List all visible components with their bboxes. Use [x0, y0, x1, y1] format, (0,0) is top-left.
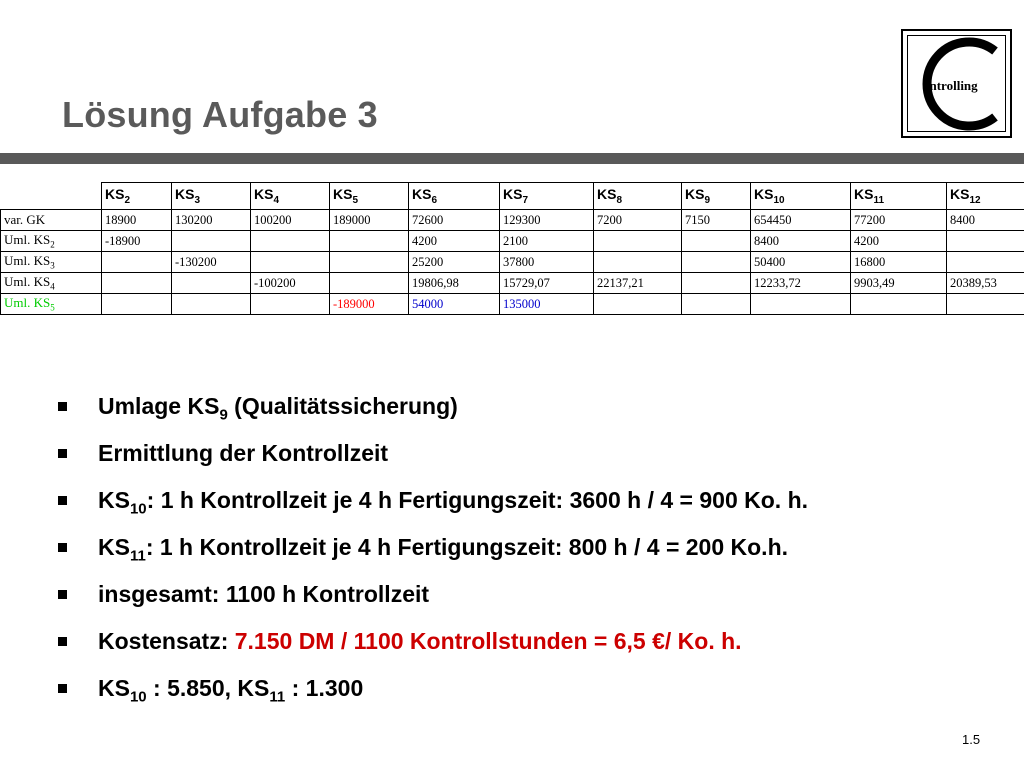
page-number: 1.5 — [962, 732, 981, 747]
row-label: var. GK — [1, 210, 102, 231]
bullet-list — [58, 388, 808, 717]
table-cell: 77200 — [851, 210, 947, 231]
table-cell: -130200 — [172, 252, 251, 273]
table-cell: 129300 — [500, 210, 594, 231]
table-cell: 12233,72 — [751, 273, 851, 294]
row-label: Uml. $KS_5$ — [1, 294, 102, 315]
row-label: Uml. $KS_3$ — [1, 252, 102, 273]
table-row — [1, 273, 1024, 294]
table-cell: 100200 — [251, 210, 330, 231]
rate-highlight: 7.150 DM / 1100 Kontrollstunden = 6,5 €/ Ko. h. — [234, 628, 742, 654]
col-header: $KS_3$ — [172, 183, 251, 210]
slide-title: Lösung Aufgabe 3 — [62, 94, 378, 135]
table-cell — [251, 252, 330, 273]
controlling-logo — [901, 29, 1012, 138]
table-row — [1, 294, 1024, 315]
table-row — [1, 210, 1024, 231]
bullet-item: insgesamt: 1100 h Kontrollzeit — [58, 576, 808, 623]
table-cell: -189000 — [330, 294, 409, 315]
table-cell — [947, 252, 1024, 273]
col-header: $KS_{12}$ — [947, 183, 1024, 210]
table-cell — [172, 273, 251, 294]
table-cell: 72600 — [409, 210, 500, 231]
table-cell: 18900 — [102, 210, 172, 231]
table-cell: 15729,07 — [500, 273, 594, 294]
table-cell: 25200 — [409, 252, 500, 273]
bullet-square-icon — [58, 449, 67, 458]
bullet-item: Ermittlung der Kontrollzeit — [58, 435, 808, 482]
table-cell — [251, 294, 330, 315]
table-cell: 7150 — [682, 210, 751, 231]
logo-text: ontrolling — [923, 78, 978, 93]
table-cell — [251, 231, 330, 252]
table-cell: 50400 — [751, 252, 851, 273]
bullet-item: Kostensatz: 7.150 DM / 1100 Kontrollstunden = 6,5 €/ Ko. h. — [58, 623, 808, 670]
table-cell — [172, 294, 251, 315]
table-row — [1, 231, 1024, 252]
col-header: $KS_{10}$ — [751, 183, 851, 210]
table-cell: 8400 — [751, 231, 851, 252]
table-cell: 130200 — [172, 210, 251, 231]
table-cell: 8400 — [947, 210, 1024, 231]
table-cell — [851, 294, 947, 315]
table-cell — [682, 252, 751, 273]
table-cell: 7200 — [594, 210, 682, 231]
bullet-square-icon — [58, 684, 67, 693]
table-cell: 19806,98 — [409, 273, 500, 294]
table-row — [1, 252, 1024, 273]
table-cell — [751, 294, 851, 315]
col-header: $KS_{11}$ — [851, 183, 947, 210]
table-cell: 4200 — [851, 231, 947, 252]
bullet-square-icon — [58, 402, 67, 411]
bullet-item: Umlage $KS_9$ (Qualitätssicherung) — [58, 388, 808, 435]
table-cell — [102, 294, 172, 315]
header-rule — [0, 153, 1024, 164]
table-cell: 189000 — [330, 210, 409, 231]
table-cell — [330, 273, 409, 294]
table-cell — [330, 252, 409, 273]
table-cell: 54000 — [409, 294, 500, 315]
table-cell — [947, 294, 1024, 315]
table-cell — [947, 231, 1024, 252]
table-cell — [682, 294, 751, 315]
table-cell: 22137,21 — [594, 273, 682, 294]
bullet-square-icon — [58, 496, 67, 505]
table-cell: 2100 — [500, 231, 594, 252]
table-cell: -18900 — [102, 231, 172, 252]
col-header: $KS_7$ — [500, 183, 594, 210]
bullet-item: $KS_{10}$: 1 h Kontrollzeit je 4 h Fertigungszeit: 3600 h / 4 = 900 Ko. h. — [58, 482, 808, 529]
table-cell — [594, 294, 682, 315]
table-cell — [102, 273, 172, 294]
table-cell — [102, 252, 172, 273]
row-label: Uml. $KS_2$ — [1, 231, 102, 252]
header-corner — [1, 183, 102, 210]
col-header: $KS_2$ — [102, 183, 172, 210]
table-cell: 16800 — [851, 252, 947, 273]
table-cell — [682, 273, 751, 294]
row-label: Uml. $KS_4$ — [1, 273, 102, 294]
table-header-row — [1, 183, 1024, 210]
table-cell: 135000 — [500, 294, 594, 315]
table-cell — [330, 231, 409, 252]
bullet-square-icon — [58, 543, 67, 552]
cost-allocation-table — [0, 182, 1024, 315]
col-header: $KS_6$ — [409, 183, 500, 210]
col-header: $KS_5$ — [330, 183, 409, 210]
table-cell — [172, 231, 251, 252]
table-cell — [682, 231, 751, 252]
table-cell: 20389,53 — [947, 273, 1024, 294]
table-cell: 654450 — [751, 210, 851, 231]
bullet-square-icon — [58, 637, 67, 646]
col-header: $KS_8$ — [594, 183, 682, 210]
table-cell: -100200 — [251, 273, 330, 294]
col-header: $KS_9$ — [682, 183, 751, 210]
bullet-square-icon — [58, 590, 67, 599]
bullet-item: $KS_{10}$ : 5.850, $KS_{11}$ : 1.300 — [58, 670, 808, 717]
table-cell — [594, 231, 682, 252]
table-cell: 4200 — [409, 231, 500, 252]
table-cell: 37800 — [500, 252, 594, 273]
table-cell — [594, 252, 682, 273]
table-cell: 9903,49 — [851, 273, 947, 294]
col-header: $KS_4$ — [251, 183, 330, 210]
bullet-item: $KS_{11}$: 1 h Kontrollzeit je 4 h Fertigungszeit: 800 h / 4 = 200 Ko.h. — [58, 529, 808, 576]
